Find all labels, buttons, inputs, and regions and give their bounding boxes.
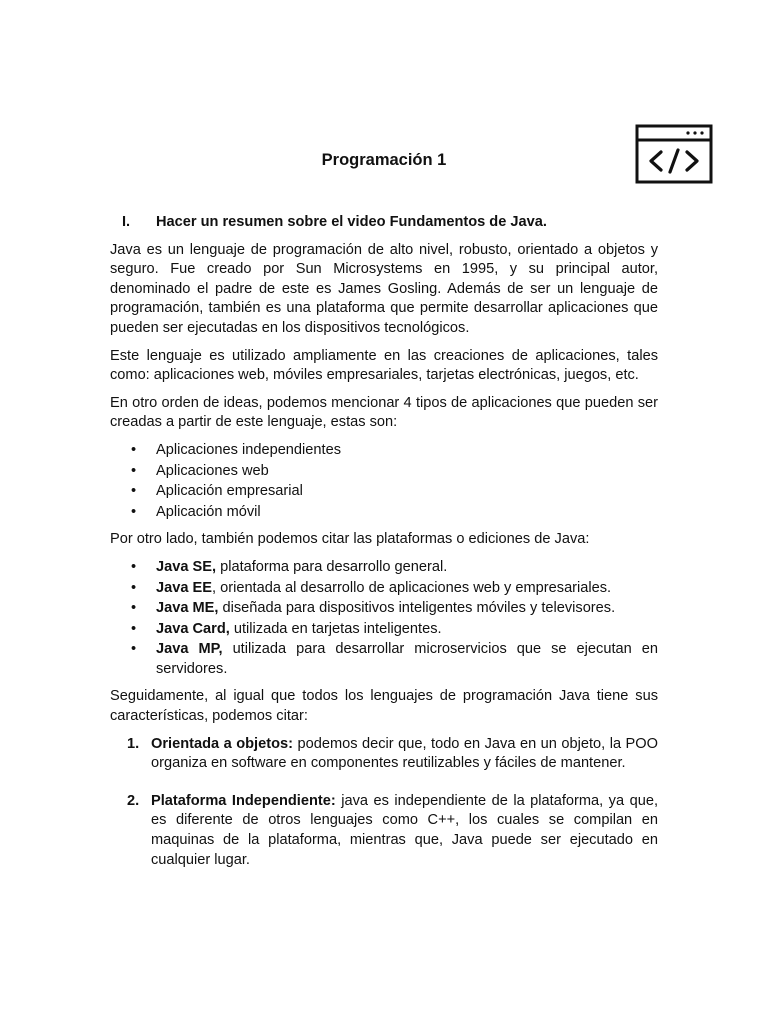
list-item: • Aplicaciones independientes xyxy=(110,441,658,461)
list-item: • Aplicación empresarial xyxy=(110,482,658,502)
feature-name: Plataforma Independiente: xyxy=(151,792,336,809)
list-item xyxy=(110,579,658,599)
feature-desc: java es independiente de la plataforma, ya que, es diferente de otros lenguajes como C++, los cuales se compilan en maquinas de la plataforma, mientras que, Java puede ser ejecutado en cualquier lugar. xyxy=(151,792,658,868)
feature-number: 2. xyxy=(127,792,140,809)
platform-desc: plataforma para desarrollo general. xyxy=(216,558,448,575)
platform-desc: utilizada en tarjetas inteligentes. xyxy=(229,620,442,637)
bullet-dot: • xyxy=(131,579,137,596)
paragraph-intro: Java es un lenguaje de programación de alto nivel, robusto, orientado a objetos y seguro. Fue creado por Sun Microsystems en 1995, y su principal autor, denominado el padre de este es James Gosling. Además de ser un lenguaje de programación, también es una plataforma que permite desarrollar aplicaciones que pueden ser ejecutadas en los dispositivos tecnológicos. xyxy=(110,241,658,336)
platform-name: Java MP, xyxy=(156,641,223,658)
platform-name: Java Card, xyxy=(156,620,230,637)
bullet-dot: • xyxy=(131,641,137,658)
app-types-list xyxy=(110,441,658,522)
platform-desc: utilizada para desarrollar microservicios que se ejecutan en servidores. xyxy=(156,641,658,677)
bullet-dot: • xyxy=(131,558,137,575)
bullet-dot: • xyxy=(131,462,137,479)
section-heading-text: Hacer un resumen sobre el video Fundamentos de Java. xyxy=(156,214,547,230)
section-heading xyxy=(110,213,658,233)
list-item xyxy=(110,735,658,774)
bullet-dot: • xyxy=(131,483,137,500)
bullet-dot: • xyxy=(131,441,137,458)
platforms-list xyxy=(110,558,658,680)
features-list xyxy=(110,735,658,871)
paragraph-uses: Este lenguaje es utilizado ampliamente en las creaciones de aplicaciones, tales como: aplicaciones web, móviles empresariales, tarjetas electrónicas, juegos, etc. xyxy=(110,347,658,384)
page-title: Programación 1 xyxy=(321,151,447,169)
bullet-dot: • xyxy=(131,620,137,637)
platform-name: Java ME, xyxy=(156,600,219,617)
list-item: • Aplicaciones web xyxy=(110,462,658,482)
platform-desc: diseñada para dispositivos inteligentes móviles y televisores. xyxy=(218,600,616,617)
list-item xyxy=(110,599,658,619)
list-item xyxy=(110,792,658,870)
list-item: • Aplicación móvil xyxy=(110,503,658,523)
list-item xyxy=(110,640,658,679)
list-item xyxy=(110,620,658,640)
paragraph-platforms-intro: Por otro lado, también podemos citar las plataformas o ediciones de Java: xyxy=(110,531,590,548)
platform-name: Java EE xyxy=(156,579,212,596)
section-number: I. xyxy=(122,214,131,230)
list-item xyxy=(110,558,658,578)
document-body xyxy=(110,213,658,888)
platform-desc: , orientada al desarrollo de aplicaciones web y empresariales. xyxy=(212,579,612,596)
paragraph-features-intro: Seguidamente, al igual que todos los lenguajes de programación Java tiene sus características, podemos citar: xyxy=(110,688,658,725)
feature-number: 1. xyxy=(127,735,140,752)
feature-desc: podemos decir que, todo en Java en un objeto, la POO organiza en software en componentes reutilizables y fáciles de mantener. xyxy=(151,735,658,772)
bullet-dot: • xyxy=(131,600,137,617)
platform-name: Java SE, xyxy=(156,558,217,575)
bullet-dot: • xyxy=(131,503,137,520)
feature-name: Orientada a objetos: xyxy=(151,735,293,752)
paragraph-app-types: En otro orden de ideas, podemos mencionar 4 tipos de aplicaciones que pueden ser creadas a partir de este lenguaje, estas son: xyxy=(110,394,658,431)
